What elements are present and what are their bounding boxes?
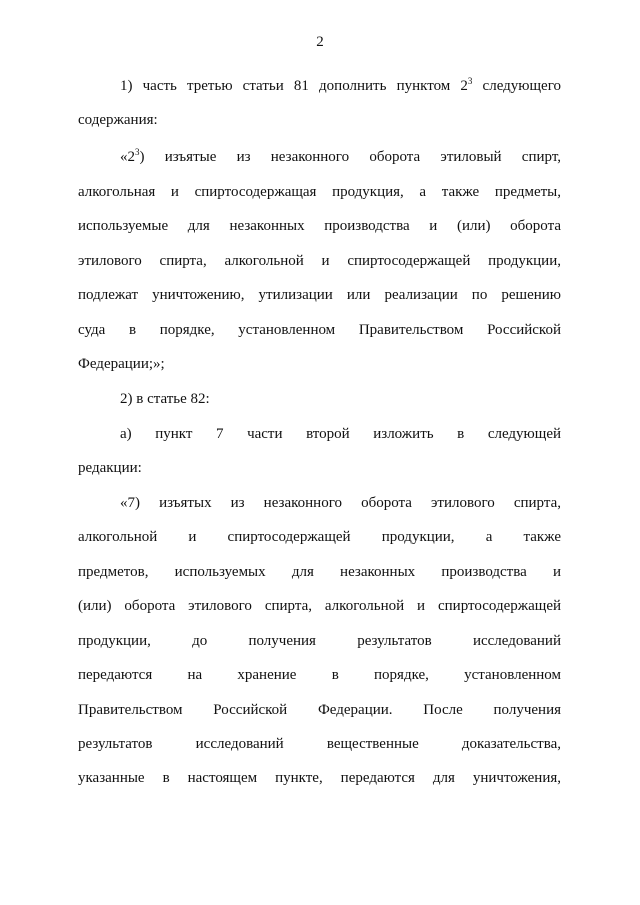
text-line-21: указанные в настоящем пункте, передаются для уничтожения, [78, 770, 561, 786]
text-line-10: 2) в статье 82: [120, 391, 210, 407]
text-line-8: суда в порядке, установленном Правительством Российской [78, 322, 561, 338]
text-line-1-end: следующего [472, 78, 561, 94]
text-line-5: используемые для незаконных производства и (или) оборота [78, 218, 561, 234]
text-line-1-start: 1) часть третью статьи 81 дополнить пунктом 2 [120, 78, 468, 94]
text-line-3 [120, 147, 561, 167]
text-line-16: (или) оборота этилового спирта, алкогольной и спиртосодержащей [78, 598, 561, 614]
text-line-13: «7) изъятых из незаконного оборота этилового спирта, [120, 495, 561, 511]
text-line-7: подлежат уничтожению, утилизации или реализации по решению [78, 287, 561, 303]
text-line-9: Федерации;»; [78, 356, 165, 372]
text-line-18: передаются на хранение в порядке, установленном [78, 667, 561, 683]
text-line-12: редакции: [78, 460, 142, 476]
text-line-4: алкогольная и спиртосодержащая продукция, а также предметы, [78, 184, 561, 200]
text-line-1 [120, 76, 561, 96]
superscript-3: 3 [467, 76, 473, 86]
page-number: 2 [316, 34, 324, 50]
text-line-2: содержания: [78, 112, 158, 128]
text-line-3-start: «2 [120, 149, 135, 165]
text-line-19: Правительством Российской Федерации. После получения [78, 702, 561, 718]
text-line-6: этилового спирта, алкогольной и спиртосодержащей продукции, [78, 253, 561, 269]
text-line-14: алкогольной и спиртосодержащей продукции, а также [78, 529, 561, 545]
text-line-11: а) пункт 7 части второй изложить в следующей [120, 426, 561, 442]
text-line-17: продукции, до получения результатов исследований [78, 633, 561, 649]
text-line-20: результатов исследований вещественные доказательства, [78, 736, 561, 752]
superscript-3: 3 [135, 147, 140, 157]
text-line-3-end: ) изъятые из незаконного оборота этиловый спирт, [139, 149, 561, 165]
text-line-15: предметов, используемых для незаконных производства и [78, 564, 561, 580]
